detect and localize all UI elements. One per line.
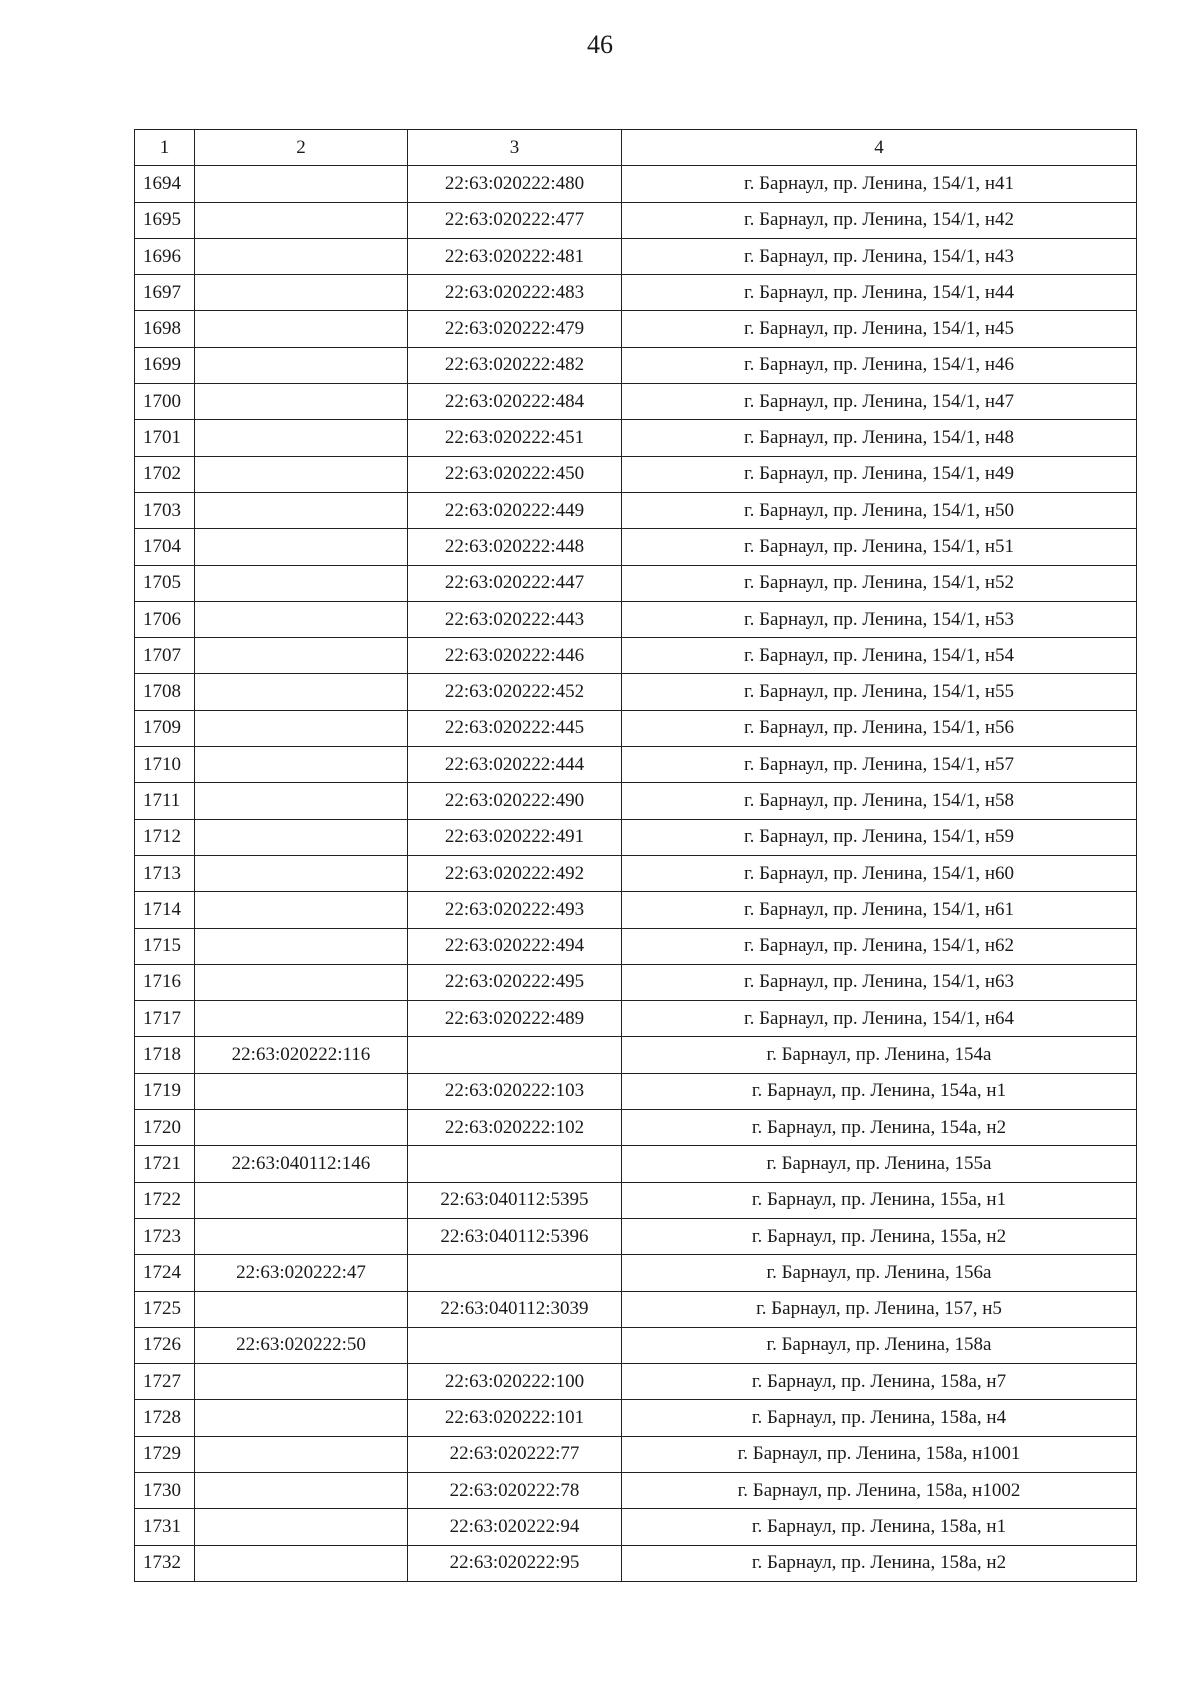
sub-cadastral-number-cell: 22:63:020222:449 (408, 492, 622, 528)
sub-cadastral-number-cell (408, 1327, 622, 1363)
address-cell: г. Барнаул, пр. Ленина, 157, н5 (622, 1291, 1137, 1327)
cadastral-number-cell (195, 238, 408, 274)
table-body (135, 166, 1137, 1582)
cadastral-number-cell (195, 202, 408, 238)
row-number-cell: 1715 (135, 928, 195, 964)
sub-cadastral-number-cell: 22:63:020222:477 (408, 202, 622, 238)
cadastral-number-cell (195, 1545, 408, 1581)
table-row (135, 638, 1137, 674)
address-cell: г. Барнаул, пр. Ленина, 154/1, н50 (622, 492, 1137, 528)
row-number-cell: 1722 (135, 1182, 195, 1218)
address-cell: г. Барнаул, пр. Ленина, 158а, н7 (622, 1364, 1137, 1400)
row-number-cell: 1702 (135, 456, 195, 492)
row-number-cell: 1731 (135, 1509, 195, 1545)
cadastral-number-cell (195, 1291, 408, 1327)
row-number-cell: 1706 (135, 601, 195, 637)
address-cell: г. Барнаул, пр. Ленина, 154/1, н48 (622, 420, 1137, 456)
row-number-cell: 1703 (135, 492, 195, 528)
cadastral-number-cell (195, 892, 408, 928)
address-cell: г. Барнаул, пр. Ленина, 155а, н2 (622, 1218, 1137, 1254)
table-row (135, 420, 1137, 456)
sub-cadastral-number-cell: 22:63:020222:78 (408, 1472, 622, 1508)
row-number-cell: 1727 (135, 1364, 195, 1400)
sub-cadastral-number-cell: 22:63:020222:446 (408, 638, 622, 674)
address-cell: г. Барнаул, пр. Ленина, 154/1, н56 (622, 710, 1137, 746)
row-number-cell: 1730 (135, 1472, 195, 1508)
address-cell: г. Барнаул, пр. Ленина, 154/1, н60 (622, 855, 1137, 891)
sub-cadastral-number-cell: 22:63:020222:77 (408, 1436, 622, 1472)
cadastral-number-cell (195, 166, 408, 202)
sub-cadastral-number-cell: 22:63:020222:492 (408, 855, 622, 891)
cadastral-number-cell: 22:63:020222:116 (195, 1037, 408, 1073)
table-row (135, 202, 1137, 238)
row-number-cell: 1732 (135, 1545, 195, 1581)
sub-cadastral-number-cell: 22:63:020222:101 (408, 1400, 622, 1436)
sub-cadastral-number-cell: 22:63:040112:5395 (408, 1182, 622, 1218)
row-number-cell: 1713 (135, 855, 195, 891)
table-row (135, 747, 1137, 783)
sub-cadastral-number-cell: 22:63:040112:5396 (408, 1218, 622, 1254)
table-row (135, 964, 1137, 1000)
sub-cadastral-number-cell (408, 1037, 622, 1073)
address-cell: г. Барнаул, пр. Ленина, 154/1, н44 (622, 275, 1137, 311)
address-cell: г. Барнаул, пр. Ленина, 154/1, н45 (622, 311, 1137, 347)
sub-cadastral-number-cell: 22:63:020222:482 (408, 347, 622, 383)
row-number-cell: 1708 (135, 674, 195, 710)
cadastral-number-cell (195, 1400, 408, 1436)
row-number-cell: 1728 (135, 1400, 195, 1436)
sub-cadastral-number-cell: 22:63:020222:489 (408, 1001, 622, 1037)
table-row (135, 238, 1137, 274)
table-row (135, 492, 1137, 528)
sub-cadastral-number-cell: 22:63:020222:448 (408, 529, 622, 565)
cadastral-number-cell (195, 1509, 408, 1545)
row-number-cell: 1705 (135, 565, 195, 601)
column-header-1: 1 (135, 130, 195, 166)
table-row (135, 166, 1137, 202)
registry-table (134, 129, 1137, 1582)
cadastral-number-cell (195, 456, 408, 492)
row-number-cell: 1695 (135, 202, 195, 238)
address-cell: г. Барнаул, пр. Ленина, 154а (622, 1037, 1137, 1073)
table-row (135, 1182, 1137, 1218)
sub-cadastral-number-cell: 22:63:020222:103 (408, 1073, 622, 1109)
sub-cadastral-number-cell (408, 1146, 622, 1182)
row-number-cell: 1698 (135, 311, 195, 347)
cadastral-number-cell (195, 1001, 408, 1037)
table-row (135, 565, 1137, 601)
cadastral-number-cell: 22:63:020222:50 (195, 1327, 408, 1363)
cadastral-number-cell (195, 1182, 408, 1218)
address-cell: г. Барнаул, пр. Ленина, 154/1, н59 (622, 819, 1137, 855)
sub-cadastral-number-cell: 22:63:020222:479 (408, 311, 622, 347)
cadastral-number-cell (195, 710, 408, 746)
row-number-cell: 1711 (135, 783, 195, 819)
address-cell: г. Барнаул, пр. Ленина, 154/1, н53 (622, 601, 1137, 637)
address-cell: г. Барнаул, пр. Ленина, 154/1, н42 (622, 202, 1137, 238)
cadastral-number-cell (195, 384, 408, 420)
row-number-cell: 1726 (135, 1327, 195, 1363)
address-cell: г. Барнаул, пр. Ленина, 158а, н2 (622, 1545, 1137, 1581)
table-row (135, 1218, 1137, 1254)
row-number-cell: 1701 (135, 420, 195, 456)
sub-cadastral-number-cell: 22:63:020222:94 (408, 1509, 622, 1545)
table-row (135, 275, 1137, 311)
table-row (135, 347, 1137, 383)
sub-cadastral-number-cell: 22:63:020222:102 (408, 1110, 622, 1146)
table-row (135, 1364, 1137, 1400)
sub-cadastral-number-cell: 22:63:020222:493 (408, 892, 622, 928)
cadastral-number-cell (195, 565, 408, 601)
address-cell: г. Барнаул, пр. Ленина, 158а (622, 1327, 1137, 1363)
address-cell: г. Барнаул, пр. Ленина, 158а, н4 (622, 1400, 1137, 1436)
address-cell: г. Барнаул, пр. Ленина, 154/1, н61 (622, 892, 1137, 928)
address-cell: г. Барнаул, пр. Ленина, 154/1, н64 (622, 1001, 1137, 1037)
address-cell: г. Барнаул, пр. Ленина, 154/1, н43 (622, 238, 1137, 274)
address-cell: г. Барнаул, пр. Ленина, 154а, н2 (622, 1110, 1137, 1146)
row-number-cell: 1699 (135, 347, 195, 383)
table-row (135, 1472, 1137, 1508)
cadastral-number-cell (195, 1218, 408, 1254)
row-number-cell: 1720 (135, 1110, 195, 1146)
sub-cadastral-number-cell: 22:63:020222:447 (408, 565, 622, 601)
row-number-cell: 1725 (135, 1291, 195, 1327)
cadastral-number-cell (195, 1110, 408, 1146)
sub-cadastral-number-cell: 22:63:020222:495 (408, 964, 622, 1000)
cadastral-number-cell (195, 928, 408, 964)
address-cell: г. Барнаул, пр. Ленина, 154/1, н57 (622, 747, 1137, 783)
sub-cadastral-number-cell: 22:63:020222:490 (408, 783, 622, 819)
address-cell: г. Барнаул, пр. Ленина, 154/1, н62 (622, 928, 1137, 964)
address-cell: г. Барнаул, пр. Ленина, 158а, н1 (622, 1509, 1137, 1545)
cadastral-number-cell (195, 529, 408, 565)
table-row (135, 1327, 1137, 1363)
address-cell: г. Барнаул, пр. Ленина, 154/1, н41 (622, 166, 1137, 202)
cadastral-number-cell: 22:63:020222:47 (195, 1255, 408, 1291)
row-number-cell: 1717 (135, 1001, 195, 1037)
table-row (135, 529, 1137, 565)
table-row (135, 819, 1137, 855)
table-row (135, 892, 1137, 928)
sub-cadastral-number-cell: 22:63:020222:100 (408, 1364, 622, 1400)
address-cell: г. Барнаул, пр. Ленина, 154/1, н49 (622, 456, 1137, 492)
address-cell: г. Барнаул, пр. Ленина, 155а (622, 1146, 1137, 1182)
row-number-cell: 1718 (135, 1037, 195, 1073)
address-cell: г. Барнаул, пр. Ленина, 154/1, н52 (622, 565, 1137, 601)
table-row (135, 1545, 1137, 1581)
address-cell: г. Барнаул, пр. Ленина, 156а (622, 1255, 1137, 1291)
cadastral-number-cell (195, 855, 408, 891)
row-number-cell: 1719 (135, 1073, 195, 1109)
column-header-3: 3 (408, 130, 622, 166)
sub-cadastral-number-cell: 22:63:020222:451 (408, 420, 622, 456)
cadastral-number-cell (195, 311, 408, 347)
row-number-cell: 1716 (135, 964, 195, 1000)
row-number-cell: 1712 (135, 819, 195, 855)
sub-cadastral-number-cell: 22:63:020222:450 (408, 456, 622, 492)
row-number-cell: 1724 (135, 1255, 195, 1291)
address-cell: г. Барнаул, пр. Ленина, 158а, н1001 (622, 1436, 1137, 1472)
cadastral-number-cell (195, 492, 408, 528)
address-cell: г. Барнаул, пр. Ленина, 154/1, н63 (622, 964, 1137, 1000)
sub-cadastral-number-cell: 22:63:040112:3039 (408, 1291, 622, 1327)
column-header-2: 2 (195, 130, 408, 166)
row-number-cell: 1697 (135, 275, 195, 311)
address-cell: г. Барнаул, пр. Ленина, 154/1, н58 (622, 783, 1137, 819)
row-number-cell: 1709 (135, 710, 195, 746)
table-row (135, 855, 1137, 891)
cadastral-number-cell (195, 275, 408, 311)
address-cell: г. Барнаул, пр. Ленина, 154/1, н47 (622, 384, 1137, 420)
sub-cadastral-number-cell: 22:63:020222:483 (408, 275, 622, 311)
cadastral-number-cell (195, 1364, 408, 1400)
table-row (135, 456, 1137, 492)
table-row (135, 1073, 1137, 1109)
table-row (135, 1400, 1137, 1436)
row-number-cell: 1721 (135, 1146, 195, 1182)
row-number-cell: 1729 (135, 1436, 195, 1472)
page-number: 46 (587, 30, 613, 59)
address-cell: г. Барнаул, пр. Ленина, 154/1, н55 (622, 674, 1137, 710)
cadastral-number-cell (195, 420, 408, 456)
row-number-cell: 1710 (135, 747, 195, 783)
sub-cadastral-number-cell: 22:63:020222:445 (408, 710, 622, 746)
cadastral-number-cell (195, 1436, 408, 1472)
table-row (135, 1436, 1137, 1472)
row-number-cell: 1707 (135, 638, 195, 674)
cadastral-number-cell (195, 1073, 408, 1109)
cadastral-number-cell (195, 674, 408, 710)
row-number-cell: 1700 (135, 384, 195, 420)
table-row (135, 311, 1137, 347)
table-row (135, 601, 1137, 637)
table-row (135, 710, 1137, 746)
sub-cadastral-number-cell: 22:63:020222:443 (408, 601, 622, 637)
sub-cadastral-number-cell: 22:63:020222:491 (408, 819, 622, 855)
table-row (135, 1001, 1137, 1037)
cadastral-number-cell (195, 638, 408, 674)
column-header-4: 4 (622, 130, 1137, 166)
table-row (135, 1255, 1137, 1291)
address-cell: г. Барнаул, пр. Ленина, 154/1, н54 (622, 638, 1137, 674)
cadastral-number-cell: 22:63:040112:146 (195, 1146, 408, 1182)
row-number-cell: 1714 (135, 892, 195, 928)
table-row (135, 1291, 1137, 1327)
row-number-cell: 1696 (135, 238, 195, 274)
header-row (135, 130, 1137, 166)
sub-cadastral-number-cell: 22:63:020222:95 (408, 1545, 622, 1581)
address-cell: г. Барнаул, пр. Ленина, 154/1, н46 (622, 347, 1137, 383)
sub-cadastral-number-cell: 22:63:020222:481 (408, 238, 622, 274)
cadastral-number-cell (195, 747, 408, 783)
table-row (135, 928, 1137, 964)
sub-cadastral-number-cell: 22:63:020222:444 (408, 747, 622, 783)
table-row (135, 674, 1137, 710)
sub-cadastral-number-cell (408, 1255, 622, 1291)
address-cell: г. Барнаул, пр. Ленина, 154а, н1 (622, 1073, 1137, 1109)
cadastral-number-cell (195, 1472, 408, 1508)
cadastral-number-cell (195, 347, 408, 383)
cadastral-number-cell (195, 964, 408, 1000)
row-number-cell: 1704 (135, 529, 195, 565)
cadastral-number-cell (195, 601, 408, 637)
address-cell: г. Барнаул, пр. Ленина, 155а, н1 (622, 1182, 1137, 1218)
cadastral-number-cell (195, 819, 408, 855)
table-row (135, 1037, 1137, 1073)
sub-cadastral-number-cell: 22:63:020222:494 (408, 928, 622, 964)
sub-cadastral-number-cell: 22:63:020222:452 (408, 674, 622, 710)
address-cell: г. Барнаул, пр. Ленина, 154/1, н51 (622, 529, 1137, 565)
table-row (135, 1110, 1137, 1146)
table-row (135, 783, 1137, 819)
row-number-cell: 1723 (135, 1218, 195, 1254)
cadastral-number-cell (195, 783, 408, 819)
sub-cadastral-number-cell: 22:63:020222:484 (408, 384, 622, 420)
row-number-cell: 1694 (135, 166, 195, 202)
address-cell: г. Барнаул, пр. Ленина, 158а, н1002 (622, 1472, 1137, 1508)
table-row (135, 384, 1137, 420)
table-row (135, 1146, 1137, 1182)
table-row (135, 1509, 1137, 1545)
sub-cadastral-number-cell: 22:63:020222:480 (408, 166, 622, 202)
